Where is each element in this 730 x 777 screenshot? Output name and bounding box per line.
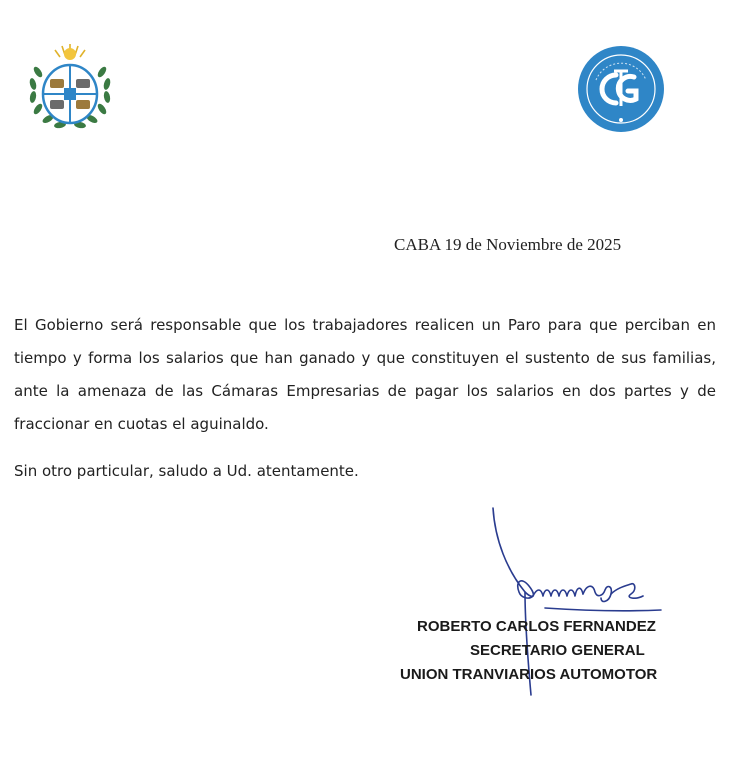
- cgt-seal-icon: [576, 44, 666, 134]
- letter-closing: Sin otro particular, saludo a Ud. atentamente.: [14, 462, 359, 480]
- letter-body: El Gobierno será responsable que los trabajadores realicen un Paro para que perciban en tiempo y forma los salarios que han ganado y que constituyen el sustento de sus familias, ante la amenaza de las Cámaras Empresarias de pagar los salarios en dos partes y de fraccionar en cuotas el aguinaldo.: [14, 316, 716, 433]
- uta-union-seal-icon: [24, 42, 116, 134]
- letter-date: CABA 19 de Noviembre de 2025: [394, 235, 622, 254]
- signatory-name: ROBERTO CARLOS FERNANDEZ: [417, 618, 656, 635]
- signatory-role: SECRETARIO GENERAL: [470, 642, 645, 659]
- signature-block: [380, 615, 680, 687]
- signatory-organization: UNION TRANVIARIOS AUTOMOTOR: [400, 666, 658, 683]
